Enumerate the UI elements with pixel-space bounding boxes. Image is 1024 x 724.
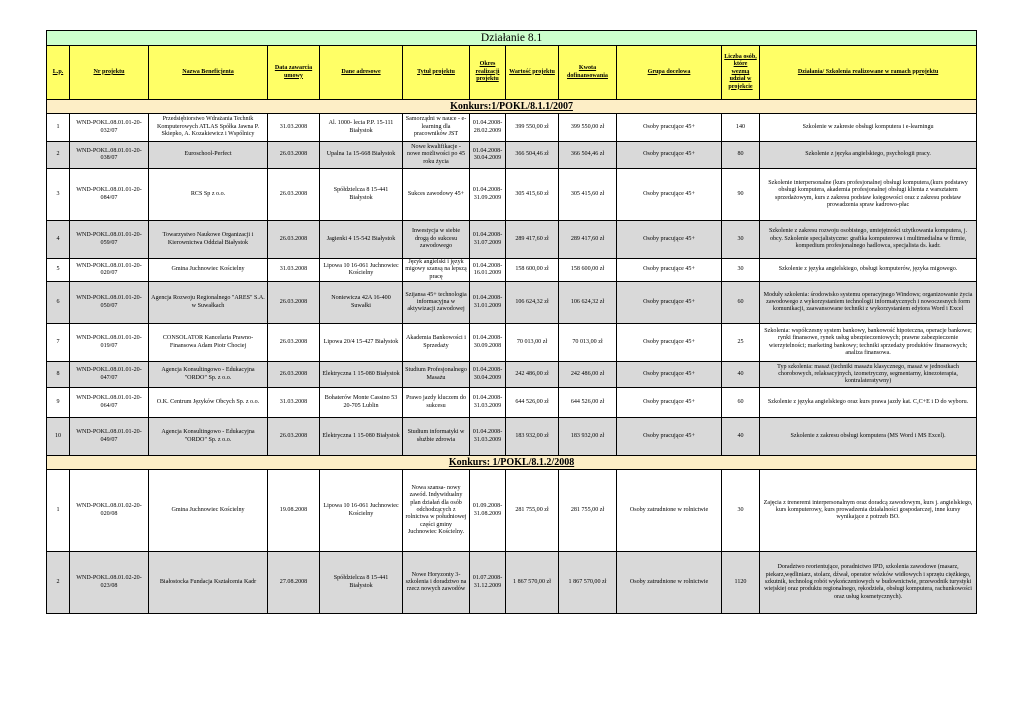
table-cell: Szkolenie w zakresie obsługi komputera i e-learningu (760, 114, 977, 142)
header-cell: Tytuł projektu (403, 46, 470, 100)
table-cell: Nowe Horyzonty 3- szkolenia i doradztwo na rzecz nowych zawodów (403, 552, 470, 614)
header-cell: Data zawarcia umowy (268, 46, 320, 100)
table-cell: 01.04.2008-30.09.2008 (470, 324, 506, 362)
table-cell: 305 415,60 zł (559, 169, 617, 221)
table-cell: Upalna 1a 15-668 Białystok (320, 142, 403, 169)
table-row (47, 221, 977, 259)
table-cell: Osoby pracujące 45+ (617, 324, 722, 362)
table-cell: Szkolenie z zakresu obsługi komputera (MS Word i MS Excel). (760, 418, 977, 456)
table-cell: 9 (47, 388, 70, 418)
table-cell: Lipowa 20/4 15-427 Białystok (320, 324, 403, 362)
table-cell: Nowa szansa- nowy zawód. Indywidualny plan działań dla osób odchodzących z rolnictwa w południowej części gminy Juchnowiec Kościelny. (403, 470, 470, 552)
table-cell: 70 013,00 zł (506, 324, 559, 362)
table-cell: Szkolenie z języka angielskiego, psychologii pracy. (760, 142, 977, 169)
table-cell: Szkolenie interpersonalne (kurs profesjonalnej obsługi komputera,(kurs podstawy obsługi komputera, akademia profesjonalnej obsługi klienta z warsztatem sprzedażowym, kurs z zakresu podstaw księgowości oraz z zakresu podstaw prowadzenia spraw kadrowo-płac (760, 169, 977, 221)
table-cell: WND-POKL.08.01.01-20-059/07 (70, 221, 149, 259)
table-cell: Osoby pracujące 45+ (617, 169, 722, 221)
table-cell: Typ szkolenia: masaż (techniki masażu klasycznego, masaż w jednostkach chorobowych, relaksacyjnych, izometryczny, segmentarny, kinezoterapia, kontralateratywny) (760, 362, 977, 388)
table-cell: 01.09.2008-31.08.2009 (470, 470, 506, 552)
table-cell: RCS Sp z o.o. (149, 169, 268, 221)
spreadsheet-sheet (46, 30, 976, 614)
section-header-row (47, 100, 977, 114)
table-cell: WND-POKL.08.01.01-20-050/07 (70, 282, 149, 324)
table-cell: 01.04.2008-31.07.2009 (470, 221, 506, 259)
table-cell: 27.08.2008 (268, 552, 320, 614)
table-cell: 40 (722, 418, 760, 456)
table-cell: 8 (47, 362, 70, 388)
header-cell: L.p. (47, 46, 70, 100)
table-cell: Osoby pracujące 45+ (617, 259, 722, 282)
table-cell: WND-POKL.08.01.02-20-020/08 (70, 470, 149, 552)
table-cell: WND-POKL.08.01.01-20-020/07 (70, 259, 149, 282)
table-cell: 30 (722, 259, 760, 282)
table-cell: WND-POKL.08.01.01-20-084/07 (70, 169, 149, 221)
table-cell: Osoby pracujące 45+ (617, 418, 722, 456)
table-cell: 183 932,00 zł (559, 418, 617, 456)
table-cell: 01.04.2008-31.03.2009 (470, 418, 506, 456)
table-cell: Język angielski i język migowy szansą na lepszą pracę (403, 259, 470, 282)
table-cell: 26.03.2008 (268, 142, 320, 169)
table-cell: Szkolenie z języka angielskiego oraz kurs prawa jazdy kat. C,C+E i D do wyboru. (760, 388, 977, 418)
table-cell: Moduły szkolenia: środowisko systemu operacyjnego Windows; organizowanie życia zawodowego z wykorzystaniem technologii informatycznych i nowoczesnych form komunikacji, zaawansowane techniki z wykorzystaniem edytora Word i Excel (760, 282, 977, 324)
table-cell: Osoby pracujące 45+ (617, 282, 722, 324)
table-cell: 644 526,00 zł (506, 388, 559, 418)
table-cell: 1 (47, 114, 70, 142)
table-cell: 01.04.2008-30.04.2009 (470, 362, 506, 388)
header-cell: Grupa docelowa (617, 46, 722, 100)
table-row (47, 169, 977, 221)
table-cell: 31.03.2008 (268, 259, 320, 282)
table-cell: Szkolenie z języka angielskiego, obsługi komputerów, języka migowego. (760, 259, 977, 282)
table-cell: Gmina Juchnowiec Kościelny (149, 259, 268, 282)
table-cell: Osoby pracujące 45+ (617, 114, 722, 142)
table-cell: Elektryczna 1 15-080 Białystok (320, 362, 403, 388)
table-cell: 26.03.2008 (268, 324, 320, 362)
table-cell: 60 (722, 388, 760, 418)
table-cell: 26.03.2008 (268, 169, 320, 221)
table-cell: Samorządni w nauce - e-learning dla pracowników JST (403, 114, 470, 142)
table-cell: Gmina Juchnowiec Kościelny (149, 470, 268, 552)
table-cell: Studium Profesjonalnego Masażu (403, 362, 470, 388)
table-row (47, 362, 977, 388)
table-cell: 366 504,46 zł (506, 142, 559, 169)
table-cell: Osoby pracujące 45+ (617, 142, 722, 169)
table-cell: 4 (47, 221, 70, 259)
table-cell: 3 (47, 169, 70, 221)
table-cell: Agencja Konsultingowo - Edukacyjna "ORDO" Sp. z o.o. (149, 362, 268, 388)
section-header-row (47, 456, 977, 470)
table-cell: 30 (722, 470, 760, 552)
table-cell: 242 486,00 zł (506, 362, 559, 388)
table-cell: CONSOLATOR Kancelaria Prawno-Finansowa Adam Piotr Chociej (149, 324, 268, 362)
table-cell: 305 415,60 zł (506, 169, 559, 221)
table-cell: 30 (722, 221, 760, 259)
table-cell: 5 (47, 259, 70, 282)
table-cell: 1 (47, 470, 70, 552)
table-cell: 26.03.2008 (268, 418, 320, 456)
table-cell: 281 755,00 zł (559, 470, 617, 552)
table-cell: Studium informatyki w służbie zdrowia (403, 418, 470, 456)
table-cell: 01.04.2008-31.03.2009 (470, 388, 506, 418)
table-cell: WND-POKL.08.01.01-20-019/07 (70, 324, 149, 362)
table-cell: Białostocka Fundacja Kształcenia Kadr (149, 552, 268, 614)
table-cell: Spółdzielcza 8 15-441 Białystok (320, 169, 403, 221)
table-cell: 01.07.2008-31.12.2009 (470, 552, 506, 614)
table-cell: 26.03.2008 (268, 282, 320, 324)
table-cell: 01.04.2008-30.04.2009 (470, 142, 506, 169)
table-cell: 106 624,32 zł (506, 282, 559, 324)
table-cell: Doradztwo reorientujące, poradnictwo IPD, szkolenia zawodowe (masarz, piekarz,wędliniarz, stolarz, dźwał, operator wózków widłowych i sprzętu ciężkiego, szkutnik, technolog robót wykończeniowych w budownictwie, przewodnik turystyki wiejskiej oraz produktu regionalnego, rękodzieła, obsługi komputera, rachunkowości oraz usług kosmetycznych). (760, 552, 977, 614)
table-cell: Osoby zatrudnione w rolnictwie (617, 470, 722, 552)
table-cell: Szkolenie z zakresu rozwoju osobistego, umiejętności użytkowania komputera, j. obcy. Szkolenie specjalistyczne: grafika komputerowa i multimedialna w firmie, kompedium profesjonalnego hadlowca, specjalista ds. kadr. (760, 221, 977, 259)
table-cell: 80 (722, 142, 760, 169)
table-cell: Szkolenia: współczesny system bankowy, bankowość hipoteczna, operacje bankowe; rynki finansowe, rynek usług ubezpieczeniowych; prawne zabezpieczenie wierzytelności; marketing bankowy; techniki sprzedaży produktów finansowych; analiza finansowa. (760, 324, 977, 362)
table-cell: 399 550,00 zł (559, 114, 617, 142)
table-cell: 2 (47, 552, 70, 614)
table-cell: Elektryczna 1 15-080 Białystok (320, 418, 403, 456)
table-cell: Zajęcia z treneremi interpersonalnym oraz doradcą zawodowym, kurs j. angielskiego, kurs komputerowy, kurs prowadzenia działalności gospodarczej, inne kursy wynikające z potrzeb BO. (760, 470, 977, 552)
table-row (47, 282, 977, 324)
table-cell: Noniewicza 42A 16-400 Suwałki (320, 282, 403, 324)
projects-table (46, 30, 977, 614)
table-row (47, 324, 977, 362)
table-cell: Agencja Konsultingowo - Edukacyjna "ORDO" Sp. z o.o. (149, 418, 268, 456)
header-cell: Nr projektu (70, 46, 149, 100)
table-row (47, 142, 977, 169)
table-cell: 25 (722, 324, 760, 362)
table-cell: Euroschool-Perfect (149, 142, 268, 169)
table-row (47, 114, 977, 142)
table-cell: WND-POKL.08.01.01-20-049/07 (70, 418, 149, 456)
table-cell: 242 486,00 zł (559, 362, 617, 388)
table-cell: 183 932,00 zł (506, 418, 559, 456)
table-cell: 366 504,46 zł (559, 142, 617, 169)
table-cell: 10 (47, 418, 70, 456)
table-cell: 90 (722, 169, 760, 221)
table-cell: 01.04.2008-28.02.2009 (470, 114, 506, 142)
table-cell: Sukces zawodowy 45+ (403, 169, 470, 221)
table-row (47, 418, 977, 456)
header-cell: Działania/ Szkolenia realizowane w ramach pprojektu (760, 46, 977, 100)
table-cell: Inwestycja w siebie drogą do sukcesu zawodowego (403, 221, 470, 259)
table-cell: 1 867 570,00 zł (559, 552, 617, 614)
table-cell: WND-POKL.08.01.02-20-023/08 (70, 552, 149, 614)
table-cell: Prawo jazdy kluczem do sukcesu (403, 388, 470, 418)
table-cell: WND-POKL.08.01.01-20-064/07 (70, 388, 149, 418)
table-cell: 1120 (722, 552, 760, 614)
header-cell: Okres realizacji projektu (470, 46, 506, 100)
header-cell: Dane adresowe (320, 46, 403, 100)
table-cell: 281 755,00 zł (506, 470, 559, 552)
table-cell: 1 867 570,00 zł (506, 552, 559, 614)
table-cell: 289 417,60 zł (506, 221, 559, 259)
header-cell: Liczba osób, które wezmą udział w projekcie (722, 46, 760, 100)
table-cell: Osoby pracujące 45+ (617, 388, 722, 418)
table-cell: 399 550,00 zł (506, 114, 559, 142)
section-title: Konkurs: 1/POKL/8.1.2/2008 (47, 456, 977, 470)
table-cell: Lipowa 10 16-061 Juchnowiec Kościelny (320, 470, 403, 552)
table-row (47, 388, 977, 418)
table-cell: Nowe kwalifikacje - nowe możliwości po 45 roku życia (403, 142, 470, 169)
table-cell: WND-POKL.08.01.01-20-038/07 (70, 142, 149, 169)
table-cell: 01.04.2008-31.09.2009 (470, 169, 506, 221)
table-cell: 158 600,00 zł (559, 259, 617, 282)
table-cell: Osoby zatrudnione w rolnictwie (617, 552, 722, 614)
title-row (47, 31, 977, 46)
table-cell: 289 417,60 zł (559, 221, 617, 259)
table-cell: Towarzystwo Naukowe Organizacji i Kierownictwa Oddział Białystok (149, 221, 268, 259)
table-cell: WND-POKL.08.01.01-20-032/07 (70, 114, 149, 142)
table-cell: 70 013,00 zł (559, 324, 617, 362)
table-cell: 26.03.2008 (268, 362, 320, 388)
table-cell: 01.04.2008-16.01.2009 (470, 259, 506, 282)
table-row (47, 470, 977, 552)
table-title: Działanie 8.1 (47, 31, 977, 46)
table-cell: Osoby pracujące 45+ (617, 221, 722, 259)
table-row (47, 259, 977, 282)
table-cell: WND-POKL.08.01.01-20-047/07 (70, 362, 149, 388)
table-cell: 26.03.2008 (268, 221, 320, 259)
table-cell: 644 526,00 zł (559, 388, 617, 418)
table-cell: Jagienki 4 15-542 Białystok (320, 221, 403, 259)
table-cell: 60 (722, 282, 760, 324)
table-cell: 40 (722, 362, 760, 388)
header-cell: Wartość projektu (506, 46, 559, 100)
table-cell: 106 624,32 zł (559, 282, 617, 324)
table-cell: Agencja Rozwoju Regionalnego "ARES" S.A. w Suwałkach (149, 282, 268, 324)
header-cell: Kwota dofinansowania (559, 46, 617, 100)
table-cell: Przedsiębiorstwo Wdrażania Technik Komputerowych ATLAS Spółka Jawna P. Skiepko, A. Kozakiewicz i Wspólnicy (149, 114, 268, 142)
table-cell: Osoby pracujące 45+ (617, 362, 722, 388)
table-cell: Bohaterów Monte Cassino 53 20-705 Lublin (320, 388, 403, 418)
table-cell: 140 (722, 114, 760, 142)
header-row (47, 46, 977, 100)
table-cell: 6 (47, 282, 70, 324)
table-row (47, 552, 977, 614)
table-cell: 158 600,00 zł (506, 259, 559, 282)
section-title: Konkurs:1/POKL/8.1.1/2007 (47, 100, 977, 114)
table-cell: 31.03.2008 (268, 388, 320, 418)
table-cell: Al. 1000- lecia P.P. 15-111 Białystok (320, 114, 403, 142)
table-cell: Akademia Bankowości i Sprzedaży (403, 324, 470, 362)
table-cell: 31.03.2008 (268, 114, 320, 142)
header-cell: Nazwa Beneficjenta (149, 46, 268, 100)
table-cell: 2 (47, 142, 70, 169)
table-cell: Spółdzielcza 8 15-441 Białystok (320, 552, 403, 614)
table-cell: 7 (47, 324, 70, 362)
table-cell: 01.04.2008-31.01.2009 (470, 282, 506, 324)
table-cell: O.K. Centrum Języków Obcych Sp. z o.o. (149, 388, 268, 418)
table-cell: Lipowa 10 16-061 Juchnowiec Kościelny (320, 259, 403, 282)
table-cell: 19.08.2008 (268, 470, 320, 552)
table-cell: Szijansa 45+ technologia informacyjna w aktywizacji zawodowej (403, 282, 470, 324)
